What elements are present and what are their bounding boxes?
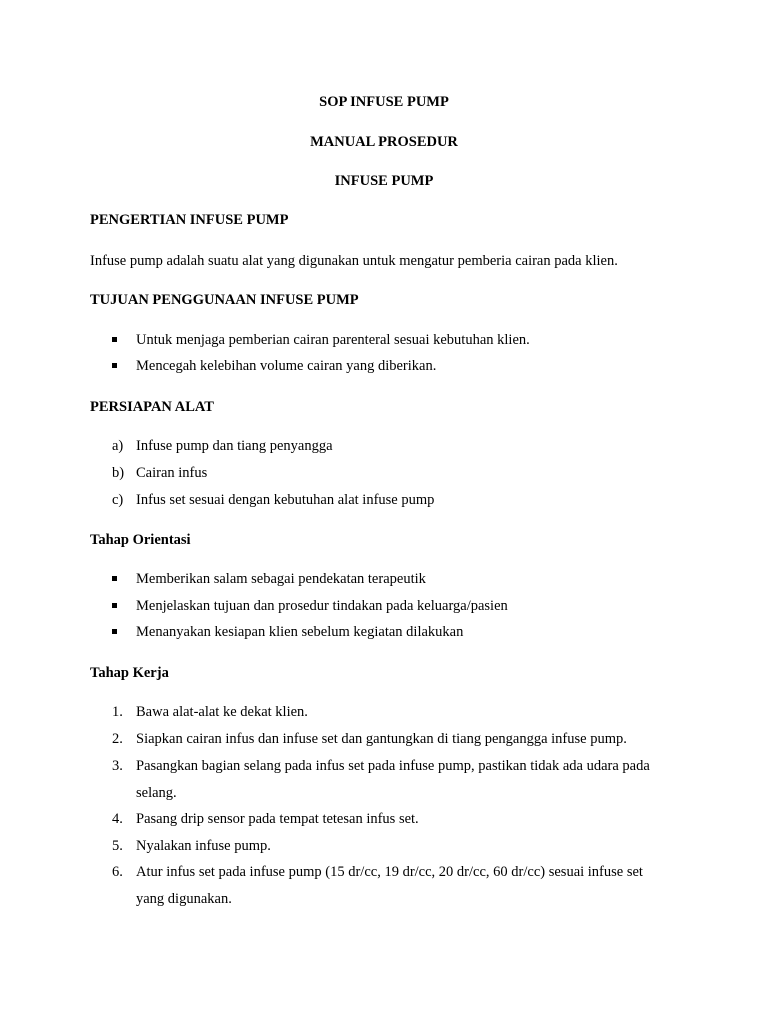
document-subtitle-2: INFUSE PUMP [334, 173, 434, 189]
bullet-icon [112, 603, 117, 608]
list-item-continuation: selang. [136, 785, 177, 801]
section-heading-persiapan: PERSIAPAN ALAT [90, 399, 214, 415]
list-item-continuation: yang digunakan. [136, 891, 232, 907]
section-heading-tujuan: TUJUAN PENGGUNAAN INFUSE PUMP [90, 292, 359, 308]
document-subtitle: MANUAL PROSEDUR [310, 134, 458, 150]
section-heading-kerja: Tahap Kerja [90, 665, 169, 681]
bullet-icon [112, 363, 117, 368]
section-heading-orientasi: Tahap Orientasi [90, 532, 191, 548]
bullet-icon [112, 576, 117, 581]
paragraph-pengertian: Infuse pump adalah suatu alat yang digunakan untuk mengatur pemberia cairan pada klien. [90, 253, 618, 269]
document-page: SOP INFUSE PUMP MANUAL PROSEDUR INFUSE PUMP PENGERTIAN INFUSE PUMP Infuse pump adalah suatu alat yang digunakan untuk mengatur pemberia cairan pada klien. TUJUAN PENGGUNAAN INFUSE PUMP Untuk menjaga pemberian cairan parenteral sesuai kebutuhan klien. Mencegah kelebihan volume cairan yang diberikan. PERSIAPAN ALAT a) Infuse pump dan tiang penyangga b) Cairan infus c) Infus set sesuai dengan kebutuhan alat infuse pump Tahap Orientasi Memberikan salam sebagai pendekatan terapeutik Menjelaskan tujuan dan prosedur tindakan pada keluarga/pasien Menanyakan kesiapan klien sebelum kegiatan dilakukan Tahap Kerja 1. Bawa alat-alat ke dekat klien. 2. Siapkan cairan infus dan infuse set dan gantungkan di tiang pengangga infuse pump. 3. Pasangkan bagian selang pada infus set pada infuse pump, pastikan tidak ada udara pada selang. 4. Pasang drip sensor pada tempat tetesan infus set. 5. Nyalakan infuse pump. 6. Atur infus set pada infuse pump (15 dr/cc, 19 dr/cc, 20 dr/cc, 60 dr/cc) sesuai infuse set yang digunakan. [0, 0, 768, 1024]
document-title: SOP INFUSE PUMP [319, 94, 449, 110]
section-heading-pengertian: PENGERTIAN INFUSE PUMP [90, 212, 289, 228]
bullet-icon [112, 629, 117, 634]
bullet-icon [112, 337, 117, 342]
